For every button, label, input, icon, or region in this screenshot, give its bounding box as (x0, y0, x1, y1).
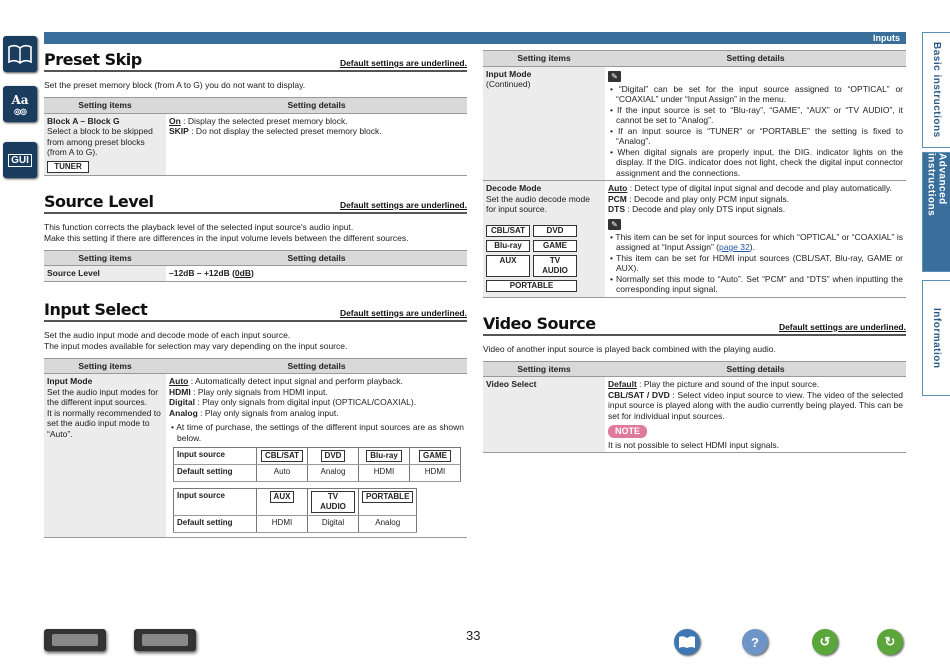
table-row (44, 266, 467, 282)
source-label: Blu-ray (486, 240, 530, 252)
bullet-item: • This item can be set for input sources for which “OPTICAL” or “COAXIAL” is assigned at “Input Assign” (page 32). (610, 231, 903, 252)
detail-key: Auto (169, 376, 189, 386)
item-desc: Select a block to be skipped from among preset blocks (from A to G). (47, 126, 153, 157)
source-level-header (44, 192, 467, 214)
table-row (483, 66, 906, 181)
table-row (483, 181, 906, 298)
detail-text: : Play only signals from digital input (OPTICAL/COAXIAL). (194, 397, 417, 407)
detail-text: : Decode and play only DTS input signals. (625, 204, 786, 214)
default-value: HDMI (257, 516, 308, 533)
source-level-intro (44, 222, 467, 244)
preset-skip-header (44, 50, 467, 72)
tab-advanced-label: Advanced instructions (925, 153, 948, 217)
col-setting-details: Setting details (166, 250, 467, 266)
bullet-text: When digital signals are properly input, the DIG. indicator lights on the display. If the DIG. indicator does not light, check the digital input connector assignment and the connections. (616, 146, 904, 178)
defaults-table-2 (173, 488, 417, 533)
source-level-intro-1: This function corrects the playback level of the selected input source's audio input. (44, 221, 354, 232)
input-mode-continued-table (483, 50, 906, 298)
source-level-intro-2: Make this setting if there are differences in the input volume levels between the different sources. (44, 232, 409, 243)
source-label: PORTABLE (486, 280, 577, 292)
detail-text: : Play the picture and sound of the input source. (636, 379, 820, 389)
skip-key: SKIP (169, 126, 189, 136)
col-setting-items: Setting items (44, 250, 166, 266)
col-setting-details: Setting details (605, 361, 906, 377)
detail-text: : Play only signals from analog input. (197, 407, 339, 418)
col-setting-items: Setting items (483, 361, 605, 377)
tuner-button-label: TUNER (47, 161, 89, 173)
detail-text: : Detect type of digital input signal and decode and play automatically. (627, 183, 892, 193)
bullet-item: • This item can be set for HDMI input sources (CBL/SAT, Blu-ray, GAME or AUX). (610, 252, 904, 273)
default-underlined-note: Default settings are underlined. (339, 307, 467, 318)
source-label: Blu-ray (366, 450, 402, 462)
item-name: Source Level (47, 268, 100, 278)
detail-key: Auto (608, 183, 628, 193)
bullet-item: • “Digital” can be set for the input source assigned to “OPTICAL” or “COAXIAL” under “Input Assign” in the menu. (610, 83, 904, 104)
source-label: DVD (321, 450, 346, 462)
input-select-intro (44, 330, 467, 352)
source-label: AUX (486, 255, 530, 277)
item-sub: (Continued) (486, 79, 531, 89)
input-select-intro-2: The input modes available for selection may vary depending on the input source. (44, 340, 348, 351)
tab-basic-instructions[interactable] (922, 32, 950, 148)
terms-index-icon[interactable]: Aa ◎◎ (3, 86, 37, 122)
source-label: GAME (419, 450, 451, 462)
col-setting-details: Setting details (166, 98, 467, 114)
range-post: ) (250, 268, 254, 278)
contents-book-icon[interactable] (674, 629, 700, 655)
source-label: CBL/SAT (486, 225, 530, 237)
detail-key: Digital (169, 397, 195, 407)
bullet-text: “Digital” can be set for the input source assigned to “OPTICAL” or “COAXIAL” under “Input Assign” in the menu. (616, 83, 904, 104)
source-label: AUX (270, 491, 295, 503)
video-source-table (483, 361, 906, 454)
source-label: TV AUDIO (311, 491, 355, 513)
detail-key: HDMI (169, 386, 191, 397)
left-column (44, 50, 467, 538)
source-label: GAME (533, 240, 577, 252)
bullet-item: • When digital signals are properly input, the DIG. indicator lights on the display. If the DIG. indicator does not light, check the digital input connector assignment and the connections. (610, 146, 904, 178)
tab-information[interactable] (922, 280, 950, 396)
bullet-text: If an input source is “TUNER” or “PORTABLE” the setting is fixed to “Analog”. (616, 125, 903, 146)
right-column (483, 50, 906, 453)
detail-text: : Select video input source to view. The video of the selected input source is played along with the audio currently being played. This can be set for individual input sources. (608, 389, 904, 421)
item-desc-2: It is normally recommended to set the audio input mode to “Auto”. (47, 407, 161, 439)
col-setting-details: Setting details (166, 358, 467, 374)
item-name: Decode Mode (486, 183, 542, 193)
gui-label: GUI (8, 154, 32, 167)
item-name: Input Mode (486, 68, 532, 79)
item-desc: Set the audio input modes for the different input sources. (47, 386, 159, 407)
preset-skip-title: Preset Skip (44, 50, 142, 69)
bullet-text: This item can be set for HDMI input sources (CBL/SAT, Blu-ray, GAME or AUX). (616, 252, 904, 273)
bullet-text: Normally set this mode to “Auto”. Set “PCM” and “DTS” when inputting the corresponding input signal. (616, 273, 903, 294)
input-select-title: Input Select (44, 299, 148, 319)
default-value: Analog (359, 516, 417, 533)
on-key: On (169, 115, 181, 126)
row-label: Input source (174, 489, 257, 516)
default-value: Analog (308, 465, 359, 482)
range-pre: –12dB – +12dB ( (169, 268, 235, 278)
default-value: HDMI (410, 465, 461, 482)
input-select-intro-1: Set the audio input mode and decode mode of each input source. (44, 329, 291, 340)
col-setting-items: Setting items (44, 358, 166, 374)
contents-book-icon[interactable] (3, 36, 37, 72)
item-desc: Set the audio decode mode for input source. (486, 193, 590, 214)
page-number: 33 (466, 628, 481, 643)
source-label: PORTABLE (362, 491, 413, 503)
help-question-icon[interactable]: ? (742, 629, 768, 655)
col-setting-items: Setting items (44, 98, 166, 114)
preset-skip-intro: Set the preset memory block (from A to G) you do not want to display. (44, 80, 306, 90)
detail-key: CBL/SAT / DVD (608, 389, 670, 400)
tab-information-label: Information (931, 307, 942, 369)
table-row (44, 113, 467, 175)
skip-text: : Do not display the selected preset memory block. (188, 126, 382, 136)
defaults-table-1 (173, 447, 461, 482)
pencil-note-icon: ✎ (608, 71, 621, 82)
item-name: Block A – Block G (47, 115, 120, 126)
row-label: Input source (174, 448, 257, 465)
item-name: Input Mode (47, 376, 93, 386)
input-select-table (44, 358, 467, 539)
detail-key: Analog (169, 407, 198, 418)
forward-arrow-icon[interactable]: ↻ (877, 629, 903, 655)
video-source-header (483, 314, 906, 336)
preset-skip-table (44, 97, 467, 176)
bullet-item: • If the input source is set to “Blu-ray”, “GAME”, “AUX” or “TV AUDIO”, it cannot be set to “Analog”. (610, 104, 903, 125)
gui-menu-icon[interactable] (3, 142, 37, 178)
detail-text: : Decode and play only PCM input signals. (626, 193, 789, 204)
detail-text: : Automatically detect input signal and perform playback. (188, 376, 403, 386)
section-header-bar (44, 32, 906, 44)
source-label: CBL/SAT (261, 450, 303, 462)
video-source-title: Video Source (483, 313, 596, 333)
item-name: Video Select (486, 379, 537, 389)
tab-advanced-instructions[interactable] (922, 152, 950, 272)
section-label: Inputs (873, 33, 900, 43)
default-value: Digital (308, 516, 359, 533)
detail-text: : Play only signals from HDMI input. (190, 386, 328, 397)
page-link[interactable]: page 32 (719, 242, 750, 252)
default-underlined-note: Default settings are underlined. (339, 199, 467, 210)
detail-key: PCM (608, 193, 627, 204)
back-arrow-icon[interactable]: ↺ (812, 629, 838, 655)
bullet-text: This item can be set for input sources for which “OPTICAL” or “COAXIAL” is assigned at “Input Assign” ( (615, 231, 903, 252)
tab-basic-label: Basic instructions (931, 42, 942, 138)
detail-key: Default (608, 379, 637, 389)
col-setting-details: Setting details (605, 51, 906, 67)
row-label: Default setting (174, 465, 257, 482)
on-text: : Display the selected preset memory block. (180, 115, 348, 126)
note-text: It is not possible to select HDMI input signals. (608, 439, 780, 450)
default-value: Auto (257, 465, 308, 482)
pencil-note-icon: ✎ (608, 219, 621, 230)
col-setting-items: Setting items (483, 51, 605, 67)
video-source-intro: Video of another input source is played back combined with the playing audio. (483, 343, 776, 354)
bullet-item: • Normally set this mode to “Auto”. Set “PCM” and “DTS” when inputting the corresponding input signal. (610, 273, 903, 294)
bullet-item: • If an input source is “TUNER” or “PORTABLE” the setting is fixed to “Analog”. (610, 125, 903, 146)
default-value: HDMI (359, 465, 410, 482)
note-badge: NOTE (608, 425, 647, 438)
aa-label: Aa (11, 92, 29, 107)
range-default: 0dB (234, 268, 251, 278)
table-row (483, 377, 906, 453)
table-row (44, 374, 467, 538)
source-level-title: Source Level (44, 191, 154, 211)
purchase-note: • At time of purchase, the settings of the different input sources are as shown below. (171, 422, 464, 443)
input-select-header (44, 300, 467, 322)
display-thumbnail-icon[interactable] (134, 629, 196, 651)
default-underlined-note: Default settings are underlined. (778, 321, 906, 332)
bullet-text-end: ). (749, 242, 755, 252)
bullet-text: If the input source is set to “Blu-ray”, “GAME”, “AUX” or “TV AUDIO”, it cannot be set to “Analog”. (616, 104, 903, 125)
row-label: Default setting (174, 516, 257, 533)
purchase-note-text: At time of purchase, the settings of the different input sources are as shown below. (176, 422, 464, 443)
source-label: TV AUDIO (533, 255, 577, 277)
detail-key: DTS (608, 204, 625, 214)
default-underlined-note: Default settings are underlined. (339, 58, 467, 68)
source-label: DVD (533, 225, 577, 237)
front-panel-thumbnail-icon[interactable] (44, 629, 106, 651)
source-level-table (44, 250, 467, 282)
